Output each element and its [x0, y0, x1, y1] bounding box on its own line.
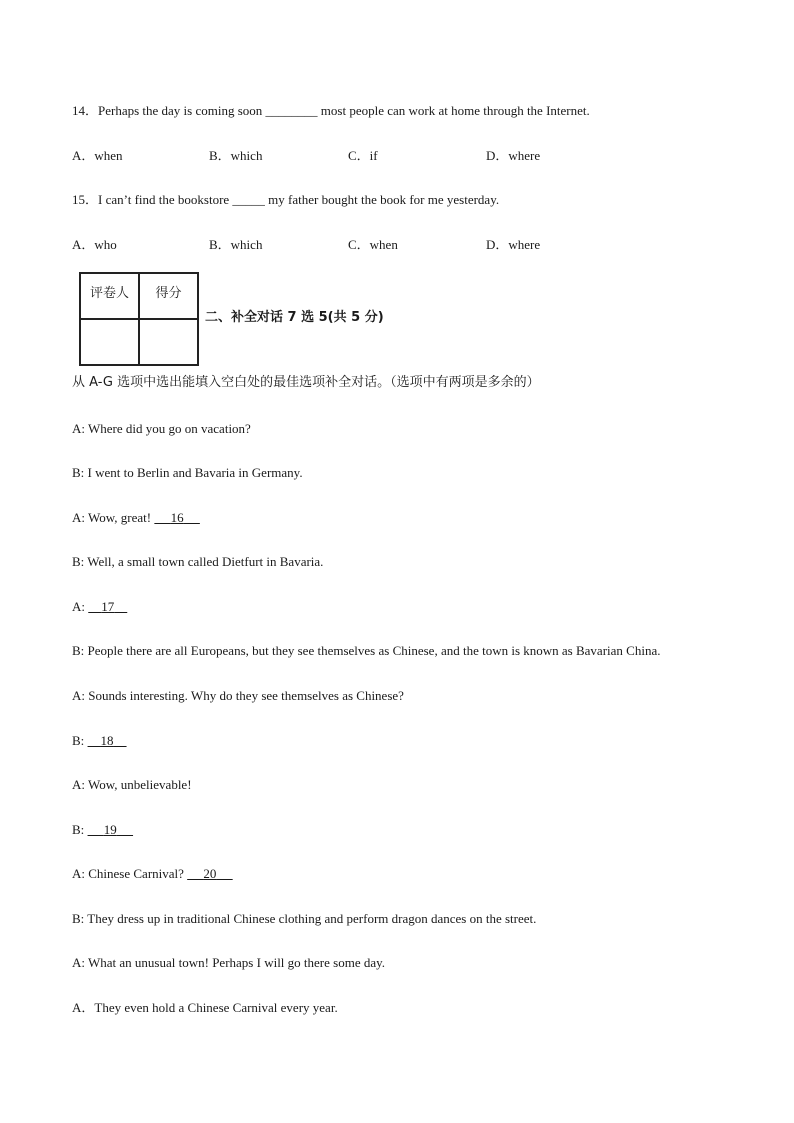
- dialogue-line: B: People there are all Europeans, but they see themselves as Chinese, and the town is known as Bavarian China.: [72, 643, 661, 658]
- blank-16: 16: [170, 510, 184, 525]
- dialogue-line: B: Well, a small town called Dietfurt in Bavaria.: [72, 554, 324, 569]
- dialogue-line: A: Where did you go on vacation?: [72, 421, 251, 436]
- answer-blank: _____: [232, 192, 265, 207]
- question-15: 15．I can’t find the bookstore _____ my father bought the book for me yesterday.: [72, 192, 500, 207]
- grader-label: 评卷人: [80, 273, 139, 319]
- score-cell: [139, 319, 198, 365]
- dialogue-line: B: 19: [72, 822, 133, 838]
- section-title: 二、补全对话 7 选 5(共 5 分): [205, 310, 384, 325]
- dialogue-line: B: I went to Berlin and Bavaria in Germany.: [72, 465, 303, 480]
- q15-option-c: C．when: [348, 237, 398, 252]
- dialogue-line: A: Wow, unbelievable!: [72, 777, 192, 792]
- dialogue-line: B: They dress up in traditional Chinese clothing and perform dragon dances on the street.: [72, 911, 537, 926]
- q15-option-a: A．who: [72, 237, 117, 252]
- q15-option-d: D．where: [486, 237, 541, 252]
- q14-option-c: C．if: [348, 148, 378, 163]
- dialogue-line: A: Chinese Carnival? 20: [72, 866, 233, 882]
- dialogue-line: A: What an unusual town! Perhaps I will go there some day.: [72, 955, 386, 970]
- answer-blank: ________: [265, 103, 318, 118]
- score-table: [79, 272, 199, 366]
- blank-17: 17: [101, 599, 115, 614]
- choice-a: A．They even hold a Chinese Carnival every year.: [72, 1000, 338, 1015]
- blank-19: 19: [103, 822, 117, 837]
- q15-option-b: B．which: [209, 237, 263, 252]
- q14-option-a: A．when: [72, 148, 123, 163]
- section-instruction: 从 A-G 选项中选出能填入空白处的最佳选项补全对话。（选项中有两项是多余的）: [72, 375, 540, 390]
- score-label: 得分: [139, 273, 198, 319]
- blank-18: 18: [100, 733, 114, 748]
- dialogue-line: A: 17: [72, 599, 127, 615]
- dialogue-line: A: Wow, great! 16: [72, 510, 200, 526]
- grader-cell: [80, 319, 139, 365]
- q14-option-b: B．which: [209, 148, 263, 163]
- dialogue-line: A: Sounds interesting. Why do they see themselves as Chinese?: [72, 688, 404, 703]
- q14-option-d: D．where: [486, 148, 541, 163]
- dialogue-line: B: 18: [72, 733, 127, 749]
- blank-20: 20: [203, 866, 217, 881]
- question-14: 14．Perhaps the day is coming soon ________ most people can work at home through the Internet.: [72, 103, 590, 118]
